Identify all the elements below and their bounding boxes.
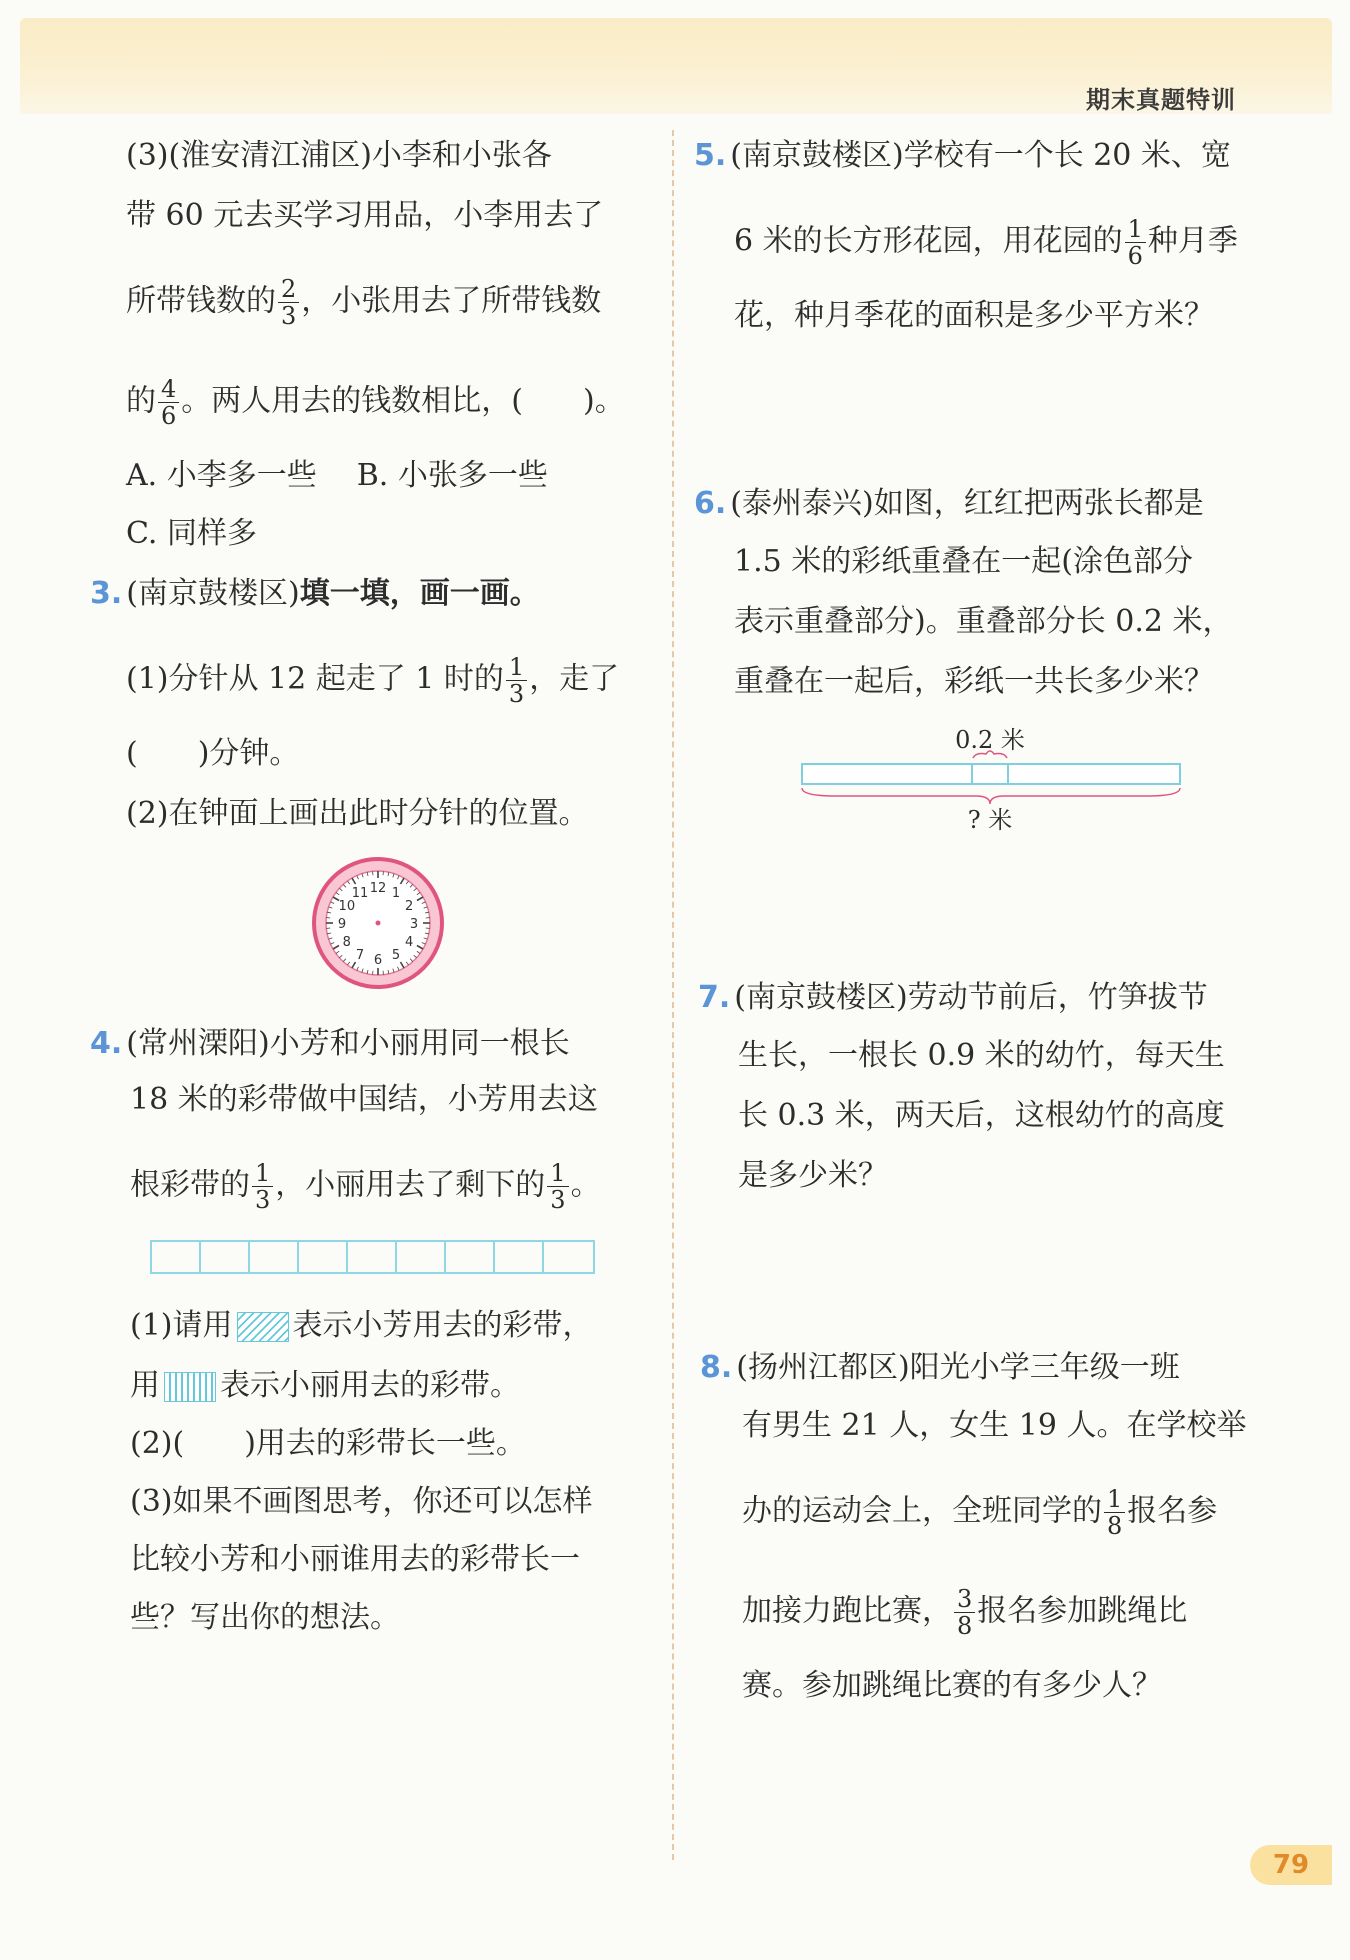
q4-part1-a	[130, 1306, 593, 1346]
q2-3-line2: 带 60 元去买学习用品，小李用去了	[126, 198, 604, 233]
text: 办的运动会上，全班同学的	[742, 1493, 1102, 1529]
text: 的	[126, 383, 156, 419]
q4-part1-b	[130, 1366, 520, 1406]
q3-part1-blank: ( )分钟。	[126, 736, 300, 771]
fraction	[158, 376, 179, 429]
q4-part2: (2)( )用去的彩带长一些。	[130, 1426, 526, 1461]
denominator: 3	[281, 302, 297, 330]
q3-part2: (2)在钟面上画出此时分针的位置。	[126, 796, 589, 831]
page-number: 79	[1250, 1845, 1332, 1885]
question-number: 5.	[694, 138, 727, 173]
text: 表示小丽用去的彩带。	[220, 1368, 520, 1403]
numerator: 1	[506, 654, 527, 681]
clock-number: 9	[337, 917, 347, 932]
clock-face[interactable]	[310, 855, 446, 991]
total-length-brace	[802, 788, 1180, 804]
q8-line1	[700, 1348, 1180, 1388]
numerator: 1	[252, 1160, 273, 1187]
q8-line3	[742, 1486, 1217, 1539]
q3-heading	[90, 574, 540, 614]
q2-3-line1: (3)(淮安清江浦区)小李和小张各	[126, 138, 552, 173]
text: 表示小芳用去的彩带，	[292, 1308, 593, 1343]
denominator: 6	[1127, 242, 1143, 270]
q5-line3: 花，种月季花的面积是多少平方米？	[734, 298, 1214, 333]
paper-right	[1008, 764, 1180, 784]
q4-part3-line3: 些？写出你的想法。	[130, 1600, 400, 1635]
q6-line2: 1.5 米的彩纸重叠在一起(涂色部分	[734, 544, 1193, 579]
vertical-hatch-swatch	[164, 1372, 216, 1402]
question-number: 3.	[90, 576, 123, 611]
q4-part3-line2: 比较小芳和小丽谁用去的彩带长一	[130, 1542, 580, 1577]
overlap-length-label: 0.2 米	[955, 726, 1025, 754]
q4-line1	[90, 1024, 570, 1064]
numerator: 1	[547, 1160, 568, 1187]
denominator: 3	[550, 1186, 566, 1214]
text: (扬州江都区)阳光小学三年级一班	[736, 1350, 1180, 1385]
strip-cell[interactable]	[250, 1242, 299, 1272]
q5-line2	[734, 216, 1238, 269]
numerator: 1	[1125, 216, 1146, 243]
question-number: 7.	[698, 980, 731, 1015]
q6-line1	[694, 484, 1204, 524]
strip-cell[interactable]	[201, 1242, 250, 1272]
numerator: 3	[954, 1586, 975, 1613]
text: 加接力跑比赛，	[742, 1593, 952, 1629]
clock-number: 4	[405, 935, 414, 950]
section-title: 期末真题特训	[1086, 86, 1236, 114]
question-number: 6.	[694, 486, 727, 521]
paper-left	[802, 764, 972, 784]
total-length-label: ? 米	[967, 806, 1013, 834]
text: 种月季	[1147, 223, 1238, 259]
text: 6 米的长方形花园，用花园的	[734, 223, 1123, 259]
q8-line4	[742, 1586, 1187, 1639]
text: (常州溧阳)小芳和小丽用同一根长	[126, 1026, 570, 1061]
q5-line1	[694, 136, 1231, 176]
clock-number: 3	[409, 917, 419, 932]
text: ，走了	[529, 661, 620, 697]
numerator: 1	[1104, 1486, 1125, 1513]
fraction	[252, 1160, 273, 1213]
q7-line2: 生长，一根长 0.9 米的幼竹，每天生	[738, 1038, 1225, 1073]
q4-part3-line1: (3)如果不画图思考，你还可以怎样	[130, 1484, 593, 1519]
option-b: B. 小张多一些	[356, 458, 548, 493]
q6-line4: 重叠在一起后，彩纸一共长多少米？	[734, 664, 1214, 699]
clock-number: 10	[338, 899, 356, 914]
strip-cell[interactable]	[544, 1242, 593, 1272]
q2-3-line4	[126, 376, 625, 429]
clock-number: 12	[369, 881, 387, 896]
denominator: 3	[255, 1186, 271, 1214]
denominator: 8	[1107, 1512, 1123, 1540]
q4-line2: 18 米的彩带做中国结，小芳用去这	[130, 1082, 598, 1117]
question-number: 4.	[90, 1026, 123, 1061]
text: ，小丽用去了剩下的	[275, 1167, 546, 1203]
text: 。	[570, 1167, 601, 1203]
option-c: C. 同样多	[126, 516, 257, 551]
q7-line3: 长 0.3 米，两天后，这根幼竹的高度	[738, 1098, 1225, 1133]
text: ，小张用去了所带钱数	[301, 283, 602, 319]
strip-cell[interactable]	[397, 1242, 446, 1272]
fraction	[547, 1160, 568, 1213]
fraction	[1104, 1486, 1125, 1539]
denominator: 8	[957, 1612, 973, 1640]
instruction: 填一填，画一画。	[299, 576, 540, 611]
option-a: A. 小李多一些	[126, 458, 317, 493]
q7-line4: 是多少米？	[738, 1158, 888, 1193]
strip-cell[interactable]	[446, 1242, 495, 1272]
q2-3-options-ab	[126, 456, 548, 496]
text: 所带钱数的	[126, 283, 276, 319]
clock-number: 1	[391, 885, 401, 901]
fraction	[1125, 216, 1146, 269]
ribbon-strip-9-cells[interactable]	[150, 1240, 595, 1274]
strip-cell[interactable]	[299, 1242, 348, 1272]
text: 。两人用去的钱数相比，( )。	[181, 383, 625, 419]
text: 用	[130, 1368, 160, 1403]
page-header-band	[20, 18, 1332, 114]
q7-line1	[698, 978, 1208, 1018]
denominator: 6	[161, 402, 177, 430]
strip-cell[interactable]	[348, 1242, 397, 1272]
paper-overlap-diagram	[796, 718, 1186, 834]
text: (南京鼓楼区)劳动节前后，竹笋拔节	[734, 980, 1208, 1015]
numerator: 4	[158, 376, 179, 403]
q8-line2: 有男生 21 人，女生 19 人。在学校举	[742, 1408, 1247, 1443]
text: 报名参	[1127, 1493, 1218, 1529]
q4-line3	[130, 1160, 601, 1213]
clock-center-dot	[376, 921, 381, 926]
numerator: 2	[278, 276, 299, 303]
clock-number: 6	[373, 953, 383, 968]
strip-cell[interactable]	[152, 1242, 201, 1272]
text: (南京鼓楼区)学校有一个长 20 米、宽	[730, 138, 1231, 173]
q2-3-line3	[126, 276, 601, 329]
source: (南京鼓楼区)	[126, 576, 300, 611]
clock-number: 5	[391, 948, 401, 964]
strip-cell[interactable]	[495, 1242, 544, 1272]
column-divider	[672, 130, 674, 1860]
text: (1)请用	[130, 1308, 233, 1343]
diagonal-hatch-swatch	[237, 1312, 289, 1342]
clock-number: 7	[355, 948, 365, 964]
fraction	[506, 654, 527, 707]
clock-number: 2	[405, 899, 414, 914]
q6-line3: 表示重叠部分)。重叠部分长 0.2 米，	[734, 604, 1233, 639]
fraction	[278, 276, 299, 329]
q8-line5: 赛。参加跳绳比赛的有多少人？	[742, 1668, 1162, 1703]
text: 报名参加跳绳比	[977, 1593, 1188, 1629]
clock-number: 8	[342, 935, 351, 950]
denominator: 3	[508, 680, 525, 708]
fraction	[954, 1586, 975, 1639]
text: (1)分针从 12 起走了 1 时的	[126, 661, 504, 697]
clock-number: 11	[351, 885, 369, 901]
question-number: 8.	[700, 1350, 733, 1385]
text: (泰州泰兴)如图，红红把两张长都是	[730, 486, 1204, 521]
text: 根彩带的	[130, 1167, 250, 1203]
q3-part1	[126, 654, 619, 707]
overlap-region	[972, 764, 1008, 784]
